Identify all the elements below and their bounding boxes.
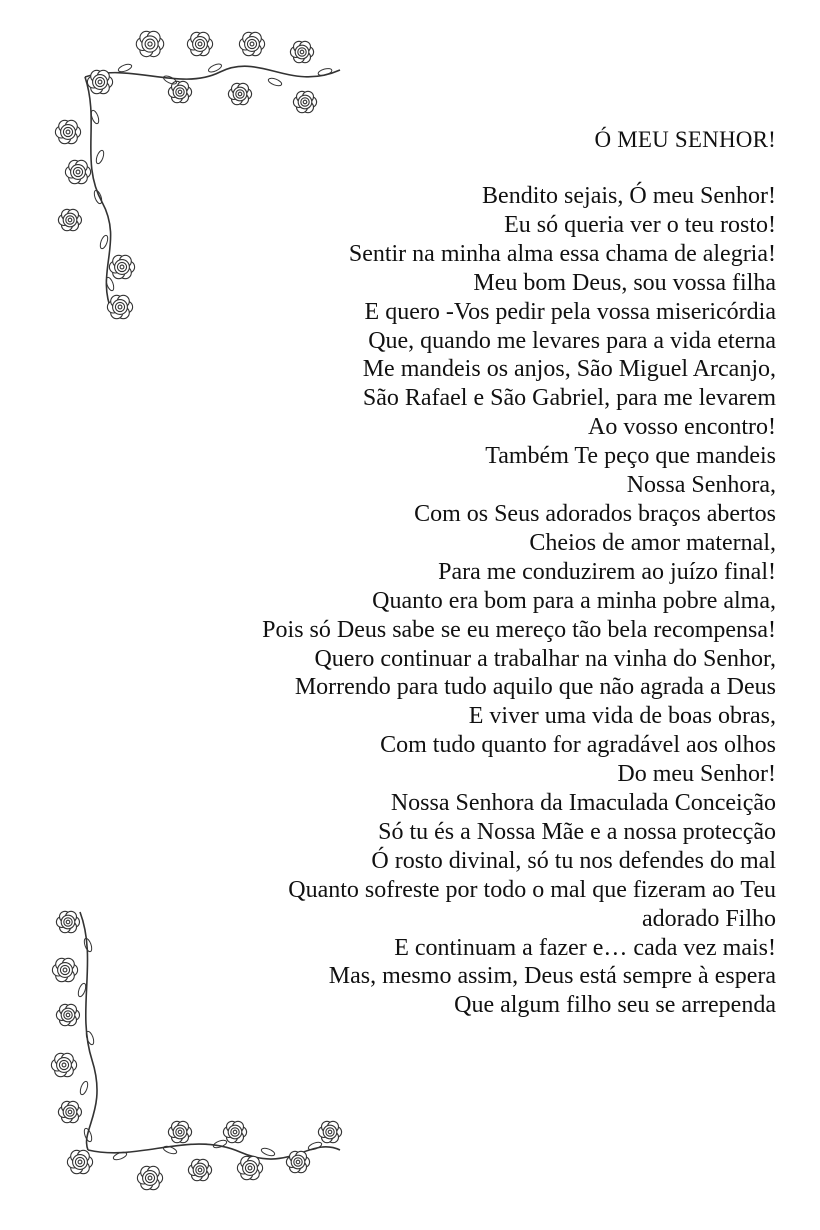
leaf-icon <box>99 234 109 249</box>
rose-icon <box>107 295 132 318</box>
poem-line: Me mandeis os anjos, São Miguel Arcanjo, <box>362 356 776 383</box>
rose-icon <box>290 41 313 62</box>
rose-icon <box>228 83 251 104</box>
poem-line: Meu bom Deus, sou vossa filha <box>473 269 776 296</box>
leaf-icon <box>85 1030 95 1045</box>
rose-icon <box>51 1053 76 1076</box>
poem-line: Nossa Senhora da Imaculada Conceição <box>390 790 776 817</box>
poem-line: Bendito sejais, Ó meu Senhor! <box>482 183 776 209</box>
leaf-icon <box>95 149 105 164</box>
rose-icon <box>58 209 81 230</box>
rose-icon <box>136 31 163 56</box>
poem-line: E quero -Vos pedir pela vossa misericórdia <box>364 298 776 325</box>
poem-line: adorado Filho <box>642 905 776 932</box>
rose-icon <box>52 958 77 981</box>
poem-line: Nossa Senhora, <box>626 472 776 499</box>
leaf-icon <box>162 74 177 85</box>
poem-line: Quanto sofreste por todo o mal que fizeram ao Teu <box>288 876 776 903</box>
poem-line: Sentir na minha alma essa chama de alegria! <box>348 240 776 267</box>
poem-line: Cheios de amor maternal, <box>529 529 776 556</box>
poem-line: Quero continuar a trabalhar na vinha do Senhor, <box>314 645 776 672</box>
poem-line: Ó rosto divinal, só tu nos defendes do mal <box>371 847 776 874</box>
leaf-icon <box>79 1080 89 1095</box>
poem-line: E continuam a fazer e… cada vez mais! <box>394 934 776 961</box>
rose-icon <box>56 911 79 932</box>
leaf-icon <box>260 1147 275 1157</box>
rose-icon <box>168 1121 191 1142</box>
poem-line: Do meu Senhor! <box>617 761 776 788</box>
poem-line: Ao vosso encontro! <box>588 414 776 441</box>
rose-icon <box>187 32 212 55</box>
rose-icon <box>237 1156 262 1179</box>
poem-line: Para me conduzirem ao juízo final! <box>438 558 776 585</box>
poem-line: Eu só queria ver o teu rosto! <box>504 211 776 238</box>
rose-icon <box>67 1150 92 1173</box>
poem-line: Mas, mesmo assim, Deus está sempre à espera <box>328 963 776 990</box>
rose-icon <box>293 91 316 112</box>
leaf-icon <box>307 1141 322 1151</box>
rose-icon <box>286 1151 309 1172</box>
rose-icon <box>168 81 191 102</box>
leaf-icon <box>267 77 282 87</box>
poem-line: Que, quando me levares para a vida eterna <box>368 327 776 354</box>
leaf-icon <box>117 63 132 73</box>
poem-line: Morrendo para tudo aquilo que não agrada a Deus <box>294 674 776 701</box>
rose-icon <box>188 1159 211 1180</box>
rose-icon <box>239 32 264 55</box>
poem-line: Com tudo quanto for agradável aos olhos <box>380 732 776 759</box>
rose-icon <box>87 70 112 93</box>
poem-line: Só tu és a Nossa Mãe e a nossa protecção <box>378 818 776 845</box>
rose-icon <box>58 1101 81 1122</box>
leaf-icon <box>317 67 332 76</box>
poem-line: São Rafael e São Gabriel, para me levarem <box>362 385 776 412</box>
poem-line: Que algum filho seu se arrependa <box>454 992 776 1019</box>
rose-icon <box>55 120 80 143</box>
poem-line: Pois só Deus sabe se eu mereço tão bela recompensa! <box>262 616 776 643</box>
poem-line: Quanto era bom para a minha pobre alma, <box>372 587 776 614</box>
poem-line: Também Te peço que mandeis <box>485 443 776 470</box>
rose-icon <box>65 160 90 183</box>
poem-line: E viver uma vida de boas obras, <box>468 703 776 730</box>
rose-icon <box>137 1166 162 1189</box>
poem-line: Com os Seus adorados braços abertos <box>414 500 776 527</box>
rose-icon <box>223 1121 246 1142</box>
poem-body <box>262 182 776 1020</box>
rose-icon <box>109 255 134 278</box>
poem-title: Ó MEU SENHOR! <box>594 127 776 152</box>
rose-icon <box>56 1004 79 1025</box>
rose-icon <box>318 1121 341 1142</box>
